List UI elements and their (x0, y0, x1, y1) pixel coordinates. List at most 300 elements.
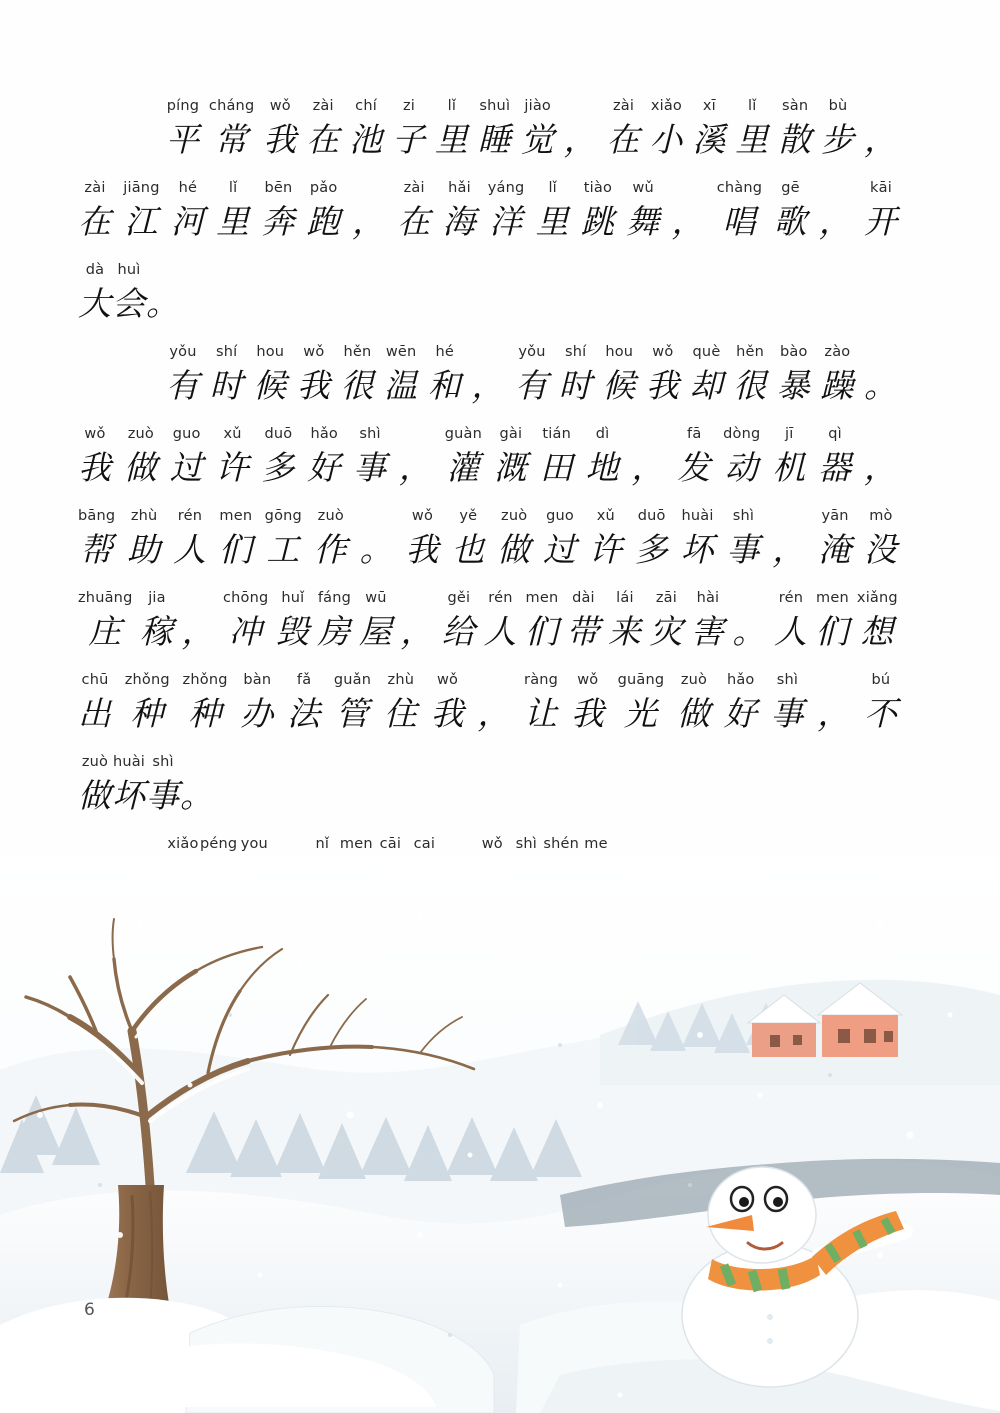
pinyin-text: duō (637, 507, 666, 524)
pinyin-text: shì (776, 671, 799, 688)
hanzi-text: 办 (240, 693, 275, 733)
char-unit (78, 591, 132, 652)
hanzi-text: 坏 (112, 775, 146, 815)
hanzi-text: 也 (451, 529, 486, 569)
hanzi-text: 里 (216, 201, 251, 241)
char-unit (815, 591, 849, 652)
hanzi-text: 。 (359, 529, 394, 569)
hanzi-text: 助 (127, 529, 162, 569)
pinyin-text: chōng (222, 589, 269, 606)
hanzi-text: 里 (434, 119, 469, 159)
char-unit (864, 509, 898, 570)
pinyin-text: zài (612, 97, 635, 114)
hanzi-text: 人 (773, 611, 808, 651)
pinyin-text: wū (365, 589, 387, 606)
pinyin-text: zāi (655, 589, 677, 606)
hanzi-text: 躁 (820, 365, 855, 405)
hanzi-text: 在 (606, 119, 641, 159)
char-unit (540, 427, 574, 488)
char-unit (123, 181, 159, 242)
pinyin-text: qì (828, 425, 842, 442)
hanzi-text: 过 (169, 447, 204, 487)
text-line (78, 414, 898, 488)
pinyin-text: yǒu (518, 343, 546, 360)
char-unit (733, 345, 767, 406)
char-unit (265, 509, 302, 570)
text-line (78, 496, 898, 570)
pinyin-text: xǔ (223, 425, 242, 442)
punctuation-unit (471, 345, 505, 406)
hanzi-text: 们 (218, 529, 253, 569)
pinyin-text: yáng (487, 179, 525, 196)
pinyin-text: yān (821, 507, 849, 524)
char-unit (635, 509, 669, 570)
pinyin-text: wǒ (303, 343, 325, 360)
pinyin-text: shí (215, 343, 238, 360)
char-unit (431, 673, 465, 734)
hanzi-text: 江 (124, 201, 159, 241)
char-unit (691, 591, 725, 652)
char-unit (112, 755, 146, 816)
hanzi-text: ， (400, 611, 435, 651)
hanzi-text: 步 (821, 119, 856, 159)
hanzi-text: 有 (166, 365, 200, 405)
char-unit (586, 427, 620, 488)
char-unit (392, 99, 426, 160)
hanzi-text: 我 (645, 365, 680, 405)
char-unit (261, 427, 295, 488)
pinyin-text: zào (824, 343, 851, 360)
pinyin-text: men (339, 835, 373, 852)
hanzi-text: 冲 (228, 611, 263, 651)
char-unit (451, 509, 485, 570)
hanzi-text: ， (817, 693, 852, 733)
punctuation-unit (180, 755, 214, 816)
char-unit (183, 673, 228, 734)
char-unit (515, 345, 549, 406)
hanzi-text: 子 (391, 119, 426, 159)
hanzi-text: 种 (188, 693, 223, 733)
pinyin-text: shì (152, 753, 174, 770)
hanzi-text: 没 (863, 529, 898, 569)
char-unit (173, 509, 207, 570)
char-unit (314, 509, 348, 570)
hanzi-text: 里 (735, 119, 770, 159)
pinyin-text: huì (117, 261, 141, 278)
pinyin-text: bāng (78, 507, 116, 524)
punctuation-unit (146, 263, 180, 324)
char-unit (681, 509, 715, 570)
char-unit (677, 673, 711, 734)
char-unit (216, 181, 250, 242)
hanzi-text: 。 (180, 775, 214, 815)
char-unit (216, 427, 250, 488)
char-unit (209, 99, 254, 160)
hanzi-text: 光 (623, 693, 658, 733)
pinyin-text: zuò (81, 753, 109, 770)
pinyin-text: huǐ (281, 589, 305, 606)
pinyin-text: lǐ (447, 97, 457, 114)
hanzi-text: 管 (335, 693, 370, 733)
hanzi-text: 跑 (306, 201, 341, 241)
pinyin-text: cāi (379, 835, 402, 852)
char-unit (442, 181, 476, 242)
pinyin-text: hěn (343, 343, 372, 360)
char-unit (78, 755, 112, 816)
hanzi-text: 河 (170, 201, 205, 241)
hanzi-text: 淹 (818, 529, 853, 569)
hanzi-text: 害 (690, 611, 725, 651)
char-unit (772, 427, 806, 488)
punctuation-unit (360, 509, 394, 570)
winter-snow-scene-illustration (0, 855, 1000, 1413)
pinyin-text: mò (869, 507, 893, 524)
hanzi-text: ， (351, 201, 386, 241)
pinyin-text: hou (256, 343, 285, 360)
hanzi-text: 们 (524, 611, 559, 651)
char-unit (261, 181, 295, 242)
text-line (78, 332, 898, 406)
hanzi-text: 会 (112, 283, 146, 323)
hanzi-text: ， (863, 119, 898, 159)
pinyin-text: bú (871, 671, 891, 688)
hanzi-text: 我 (430, 693, 465, 733)
char-unit (78, 509, 115, 570)
hanzi-text: 毁 (275, 611, 310, 651)
char-unit (359, 591, 393, 652)
pinyin-text: zuò (501, 507, 528, 524)
lesson-text-block (78, 86, 898, 906)
pinyin-text: yě (459, 507, 478, 524)
pinyin-text: chàng (716, 179, 763, 196)
pinyin-text: shì (359, 425, 381, 442)
char-unit (821, 99, 855, 160)
pinyin-text: lǐ (228, 179, 238, 196)
pinyin-text: wǒ (481, 835, 503, 852)
hanzi-text: 我 (263, 119, 298, 159)
pinyin-text: zuò (127, 425, 154, 442)
hanzi-text: 做 (497, 529, 532, 569)
char-unit (384, 345, 418, 406)
hanzi-text: 事 (726, 529, 761, 569)
char-unit (307, 427, 341, 488)
hanzi-text: ， (477, 693, 512, 733)
char-unit (442, 591, 476, 652)
pinyin-text: huài (112, 753, 146, 770)
char-unit (773, 181, 807, 242)
punctuation-unit (817, 673, 851, 734)
pinyin-text: wǒ (84, 425, 106, 442)
char-unit (566, 591, 600, 652)
pinyin-text: zhù (387, 671, 415, 688)
hanzi-text: 暴 (776, 365, 811, 405)
pinyin-text: zài (403, 179, 425, 196)
hanzi-text: 带 (566, 611, 601, 651)
pinyin-text: hou (605, 343, 634, 360)
pinyin-text: jiāng (123, 179, 160, 196)
pinyin-text: men (219, 507, 253, 524)
char-unit (581, 181, 615, 242)
char-unit (559, 345, 593, 406)
pinyin-text: dài (572, 589, 595, 606)
pinyin-text: wǒ (269, 97, 291, 114)
pinyin-text: xǔ (596, 507, 615, 524)
punctuation-unit (864, 427, 898, 488)
char-unit (589, 509, 623, 570)
hanzi-text: 跳 (580, 201, 615, 241)
hanzi-text: 溪 (692, 119, 727, 159)
pinyin-text: gài (499, 425, 523, 442)
punctuation-unit (864, 345, 898, 406)
pinyin-text: hǎo (310, 425, 338, 442)
pinyin-text: gěi (447, 589, 471, 606)
char-unit (428, 345, 462, 406)
char-unit (78, 263, 112, 324)
char-unit (171, 181, 205, 242)
pinyin-text: tián (542, 425, 572, 442)
char-unit (778, 99, 812, 160)
pinyin-text: zhù (130, 507, 158, 524)
pinyin-text: lǐ (748, 97, 757, 114)
char-unit (864, 673, 898, 734)
char-unit (405, 509, 439, 570)
hanzi-text: 做 (123, 447, 158, 487)
pinyin-text: zhǒng (124, 671, 170, 688)
hanzi-text: 。 (732, 611, 767, 651)
hanzi-text: 奔 (261, 201, 296, 241)
hanzi-text: 屋 (358, 611, 393, 651)
hanzi-text: ， (181, 611, 216, 651)
hanzi-text: 洋 (489, 201, 524, 241)
punctuation-unit (477, 673, 511, 734)
char-unit (78, 427, 112, 488)
pinyin-text: pǎo (309, 179, 338, 196)
hanzi-text: 人 (483, 611, 518, 651)
punctuation-unit (819, 181, 853, 242)
pinyin-text: men (816, 589, 849, 606)
hanzi-text: 时 (209, 365, 244, 405)
pinyin-text: dòng (723, 425, 761, 442)
pinyin-text: cai (413, 835, 436, 852)
hanzi-text: ， (818, 201, 853, 241)
char-unit (726, 509, 760, 570)
hanzi-text: 灾 (649, 611, 684, 651)
hanzi-text: 在 (397, 201, 432, 241)
pinyin-text: xī (702, 97, 716, 114)
char-unit (649, 99, 683, 160)
hanzi-text: 发 (677, 447, 712, 487)
text-line (78, 742, 898, 816)
hanzi-text: 灌 (446, 447, 481, 487)
char-unit (210, 345, 244, 406)
pinyin-text: zhuāng (78, 589, 133, 606)
pinyin-text: fáng (317, 589, 352, 606)
char-unit (297, 345, 331, 406)
hanzi-text: 溉 (493, 447, 528, 487)
pinyin-text: men (525, 589, 559, 606)
hanzi-text: 许 (215, 447, 250, 487)
pinyin-text: tiào (583, 179, 613, 196)
pinyin-text: fǎ (296, 671, 312, 688)
char-unit (724, 673, 758, 734)
pinyin-text: hé (178, 179, 198, 196)
hanzi-text: 我 (78, 447, 112, 487)
char-unit (240, 673, 274, 734)
text-line (78, 660, 898, 734)
char-unit (317, 591, 351, 652)
hanzi-text: 大 (78, 283, 112, 323)
char-unit (536, 181, 570, 242)
pinyin-text: lǐ (548, 179, 557, 196)
char-unit (488, 181, 525, 242)
hanzi-text: 给 (441, 611, 476, 651)
hanzi-text: 海 (442, 201, 477, 241)
char-unit (112, 263, 146, 324)
hanzi-text: 器 (818, 447, 853, 487)
pinyin-text: bàn (243, 671, 272, 688)
hanzi-text: 作 (313, 529, 348, 569)
pinyin-text: píng (166, 97, 200, 114)
char-unit (166, 345, 200, 406)
hanzi-text: 唱 (722, 201, 757, 241)
char-unit (124, 427, 158, 488)
hanzi-text: 种 (130, 693, 165, 733)
pinyin-text: bēn (264, 179, 293, 196)
char-unit (397, 181, 431, 242)
hanzi-text: 机 (772, 447, 807, 487)
char-unit (626, 181, 660, 242)
char-unit (445, 427, 482, 488)
char-unit (287, 673, 321, 734)
pinyin-text: hé (435, 343, 454, 360)
pinyin-text: zuò (680, 671, 708, 688)
hanzi-text: 地 (585, 447, 620, 487)
pinyin-text: shén (543, 835, 579, 852)
hanzi-text: 候 (602, 365, 637, 405)
char-unit (525, 591, 559, 652)
punctuation-unit (631, 427, 665, 488)
pinyin-text: ràng (524, 671, 559, 688)
char-unit (494, 427, 528, 488)
pinyin-text: gē (781, 179, 800, 196)
hanzi-text: 稼 (139, 611, 174, 651)
hanzi-text: 舞 (626, 201, 661, 241)
pinyin-text: xiǎo (167, 835, 199, 852)
char-unit (125, 673, 170, 734)
pinyin-text: hǎi (448, 179, 471, 196)
pinyin-text: hǎo (726, 671, 755, 688)
char-unit (353, 427, 387, 488)
char-unit (677, 427, 711, 488)
char-unit (524, 673, 558, 734)
hanzi-text: 我 (296, 365, 331, 405)
hanzi-text: 事 (146, 775, 180, 815)
char-unit (306, 99, 340, 160)
hanzi-text: 好 (723, 693, 758, 733)
pinyin-text: me (584, 835, 608, 852)
hanzi-text: 候 (253, 365, 288, 405)
char-unit (649, 591, 683, 652)
pinyin-text: péng (200, 835, 238, 852)
char-unit (140, 591, 174, 652)
pinyin-text: shí (564, 343, 587, 360)
pinyin-text: zài (312, 97, 334, 114)
hanzi-text: 来 (607, 611, 642, 651)
char-unit (478, 99, 512, 160)
char-unit (690, 345, 724, 406)
hanzi-text: ， (772, 529, 807, 569)
char-unit (770, 673, 804, 734)
hanzi-text: ， (471, 365, 506, 405)
hanzi-text: 住 (383, 693, 418, 733)
pinyin-text: zuò (317, 507, 344, 524)
pinyin-text: guàn (444, 425, 483, 442)
hanzi-text: 。 (146, 283, 180, 323)
pinyin-text: wǒ (577, 671, 599, 688)
char-unit (170, 427, 204, 488)
char-unit (818, 509, 852, 570)
punctuation-unit (772, 509, 806, 570)
pinyin-text: shì (732, 507, 755, 524)
pinyin-text: wǔ (632, 179, 654, 196)
hanzi-text: 在 (306, 119, 341, 159)
char-unit (166, 99, 200, 160)
hanzi-text: 我 (570, 693, 605, 733)
punctuation-unit (181, 591, 215, 652)
hanzi-text: ， (863, 447, 898, 487)
char-unit (341, 345, 375, 406)
hanzi-text: 事 (353, 447, 388, 487)
char-unit (146, 755, 180, 816)
pinyin-text: xiǎo (650, 97, 682, 114)
hanzi-text: ， (563, 119, 598, 159)
hanzi-text: 让 (524, 693, 559, 733)
char-unit (127, 509, 161, 570)
pinyin-text: rén (778, 589, 804, 606)
pinyin-text: wǒ (411, 507, 434, 524)
char-unit (253, 345, 287, 406)
char-unit (349, 99, 383, 160)
hanzi-text: 在 (78, 201, 112, 241)
hanzi-text: 许 (588, 529, 623, 569)
char-unit (857, 591, 898, 652)
char-unit (820, 345, 854, 406)
text-line (78, 168, 898, 242)
hanzi-text: 却 (689, 365, 724, 405)
hanzi-text: 歌 (773, 201, 808, 241)
pinyin-text: zhǒng (182, 671, 228, 688)
char-unit (78, 181, 112, 242)
pinyin-text: bào (779, 343, 808, 360)
pinyin-text: jiào (524, 97, 552, 114)
char-unit (543, 509, 577, 570)
punctuation-unit (399, 427, 433, 488)
char-unit (263, 99, 297, 160)
pinyin-text: guǎn (333, 671, 372, 688)
char-unit (602, 345, 636, 406)
char-unit (646, 345, 680, 406)
char-unit (497, 509, 531, 570)
hanzi-text: 过 (543, 529, 578, 569)
pinyin-text: zài (84, 179, 106, 196)
pinyin-text: wǒ (437, 671, 459, 688)
pinyin-text: jī (784, 425, 794, 442)
hanzi-text: 法 (287, 693, 322, 733)
hanzi-text: 和 (427, 365, 462, 405)
hanzi-text: 出 (78, 693, 112, 733)
pinyin-text: què (692, 343, 721, 360)
char-unit (618, 673, 665, 734)
